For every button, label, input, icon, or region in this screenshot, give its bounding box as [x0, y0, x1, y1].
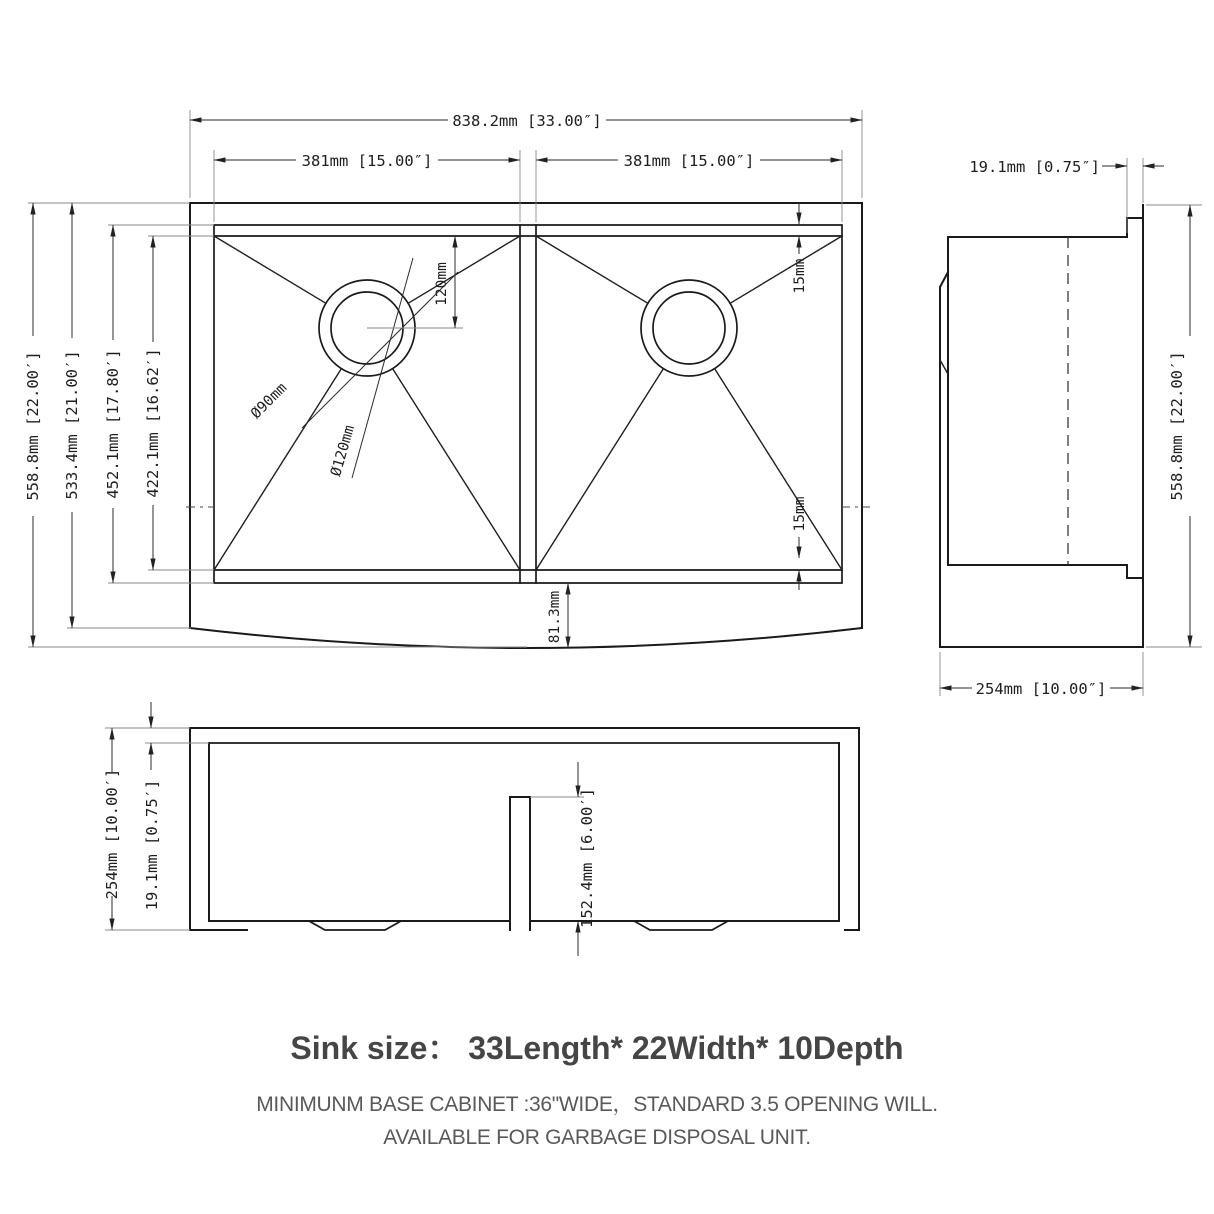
- dim-total-front-to-back-label: 558.8mm [22.00′]: [24, 351, 42, 501]
- top-view-center-divider: [520, 225, 536, 583]
- dim-drain-inner-diameter-label: Ø90mm: [248, 380, 291, 423]
- dim-bowl-outer-front-to-back-label: 452.1mm [17.80′]: [104, 349, 122, 499]
- back-lip-extension-lines: [1127, 158, 1143, 233]
- front-view-side-walls: [209, 743, 839, 921]
- dim-back-lip-label: 19.1mm [0.75″]: [969, 158, 1100, 176]
- dim-divider-height-label: 152.4mm [6.00′]: [578, 788, 596, 928]
- dim-right-bowl-width-label: 381mm [15.00″]: [623, 152, 755, 170]
- side-view-apron-chamfer: [940, 360, 948, 374]
- top-view-bowl-inner-lines: [214, 236, 842, 570]
- dim-overall-width-label: 838.2mm [33.00″]: [452, 112, 602, 130]
- cabinet-note-line: MINIMUNM BASE CABINET :36"WIDE，STANDARD 3.5 OPENING WILL.: [256, 1093, 938, 1116]
- side-view-outline: [940, 205, 1143, 647]
- dim-bowl-inner-front-to-back-label: 422.1mm [16.62′]: [144, 348, 162, 498]
- dim-drain-outer-diameter-label: Ø120mm: [328, 423, 359, 479]
- dim-front-overall-depth-label: 254mm [10.00′]: [103, 768, 121, 900]
- drain-diameter-120-leader: [352, 258, 413, 478]
- side-view-apron-face: [940, 272, 948, 647]
- dim-body-front-to-back-label: 533.4mm [21.00′]: [63, 350, 81, 500]
- top-view: [24, 110, 870, 648]
- top-view-outer-rim: [190, 203, 862, 628]
- front-view-outline: [190, 728, 859, 930]
- side-view-bowl-bottom: [948, 565, 1143, 578]
- front-view-divider-slot: [510, 797, 530, 930]
- top-view-apron-arc: [190, 628, 862, 648]
- right-drain-icon: [641, 280, 737, 376]
- front-view: [103, 702, 859, 956]
- dim-corner-radius-bottom-label: 15mm: [792, 496, 808, 532]
- dim-drain-offset-label: 120mm: [434, 262, 450, 306]
- dim-apron-overhang-label: 81.3mm: [547, 590, 563, 644]
- caption: [256, 1030, 938, 1149]
- side-view: [940, 158, 1202, 698]
- disposal-note-line: AVAILABLE FOR GARBAGE DISPOSAL UNIT.: [383, 1126, 811, 1149]
- dim-front-rim-thickness-label: 19.1mm [0.75′]: [143, 779, 161, 911]
- right-drain-recess: [634, 921, 728, 930]
- dim-corner-radius-top-label: 15mm: [792, 258, 808, 294]
- sink-size-title: Sink size： 33Length* 22Width* 10Depth: [290, 1030, 904, 1066]
- dim-side-depth-label: 254mm [10.00″]: [975, 680, 1107, 698]
- left-dims-extension-lines: [28, 203, 527, 647]
- left-drain-recess: [309, 921, 401, 930]
- dim-side-overall-height-label: 558.8mm [22.00′]: [1168, 351, 1186, 501]
- dim-left-bowl-width-label: 381mm [15.00″]: [301, 152, 433, 170]
- top-view-bowl-outer: [214, 225, 842, 583]
